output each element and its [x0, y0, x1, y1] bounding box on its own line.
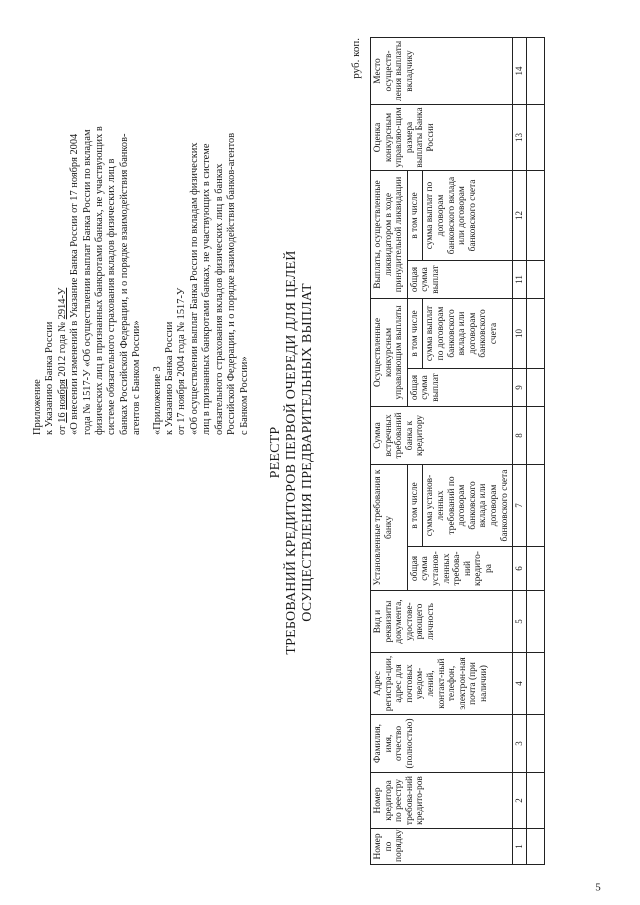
empty-cell — [527, 260, 545, 298]
header-cell: сумма выплат по договорам банковского вклада или договорам банковского счета — [423, 170, 513, 260]
column-number: 8 — [513, 406, 527, 464]
date-month: ноября — [56, 379, 68, 410]
registry-title — [268, 40, 316, 865]
header-group: Выплаты, осуществленные ликвидатором в ходе принудительной ликвидации — [371, 170, 408, 298]
annex-line: банках Российской Федерации, и о порядке взаимодействия банков- — [118, 133, 130, 435]
empty-cell — [527, 715, 545, 773]
column-number: 2 — [513, 773, 527, 829]
page-number: 5 — [595, 881, 601, 894]
empty-cell — [527, 37, 545, 104]
title-line: ТРЕБОВАНИЙ КРЕДИТОРОВ ПЕРВОЙ ОЧЕРЕДИ ДЛЯ ЦЕЛЕЙ — [284, 250, 299, 655]
annex3-line: Российской Федерации, и о порядке взаимодействия банков-агентов — [226, 132, 238, 435]
header-row — [371, 37, 408, 864]
registry-table — [370, 37, 545, 865]
header-group: Осуществленные конкурсным управляющим выплаты — [371, 298, 408, 406]
empty-cell — [527, 298, 545, 368]
date-day: 16 — [56, 412, 68, 423]
empty-data-row — [527, 37, 545, 864]
empty-cell — [527, 368, 545, 406]
column-number: 9 — [513, 368, 527, 406]
column-number: 6 — [513, 547, 527, 591]
currency-units: руб. коп. — [350, 38, 362, 79]
header-cell: Оценка конкурсным управляю-щим размера выплаты Банка России — [371, 104, 513, 170]
annex-line: к Указанию Банка России — [44, 321, 56, 435]
empty-cell — [527, 104, 545, 170]
annex-header — [32, 35, 251, 435]
column-number: 14 — [513, 37, 527, 104]
empty-cell — [527, 773, 545, 829]
column-number: 13 — [513, 104, 527, 170]
empty-cell — [527, 406, 545, 464]
annex-date-line — [57, 35, 69, 435]
date-prefix: от — [56, 422, 68, 435]
column-number-row — [513, 37, 527, 864]
header-cell: Номер кредитора по реестру требова-ний кредито-ров — [371, 773, 513, 829]
annex3-line: «Об осуществлении выплат Банка России по вкладам физических — [188, 142, 200, 435]
column-number: 5 — [513, 591, 527, 653]
empty-cell — [527, 464, 545, 546]
header-cell: сумма установ-ленных требований по договорам банковского вклада или договорам банковского счета — [423, 464, 513, 546]
column-number: 10 — [513, 298, 527, 368]
header-cell: общая сумма выплат — [407, 368, 512, 406]
header-cell: Номер по порядку — [371, 829, 513, 865]
header-cell: Место осуществ-ления выплаты вкладчику — [371, 37, 513, 104]
title-line: ОСУЩЕСТВЛЕНИЯ ПРЕДВАРИТЕЛЬНЫХ ВЫПЛАТ — [300, 283, 315, 622]
annex-line: года № 1517-У «Об осуществлении выплат Банка России по вкладам — [81, 129, 93, 435]
title-line: РЕЕСТР — [268, 426, 283, 479]
annex3-line: «Приложение 3 — [151, 366, 163, 435]
annex-line: физических лиц в признанных банкротами банках, не участвующих в — [94, 126, 106, 435]
header-cell: в том числе — [407, 298, 423, 368]
header-cell: общая сумма установ-ленных требова-ний кредито-ра — [407, 547, 512, 591]
empty-cell — [527, 653, 545, 715]
annex-line: системе обязательного страхования вкладов физических лиц в — [106, 158, 118, 435]
column-number: 7 — [513, 464, 527, 546]
header-cell: в том числе — [407, 170, 423, 260]
column-number: 4 — [513, 653, 527, 715]
header-cell: сумма выплат по договорам банковского вклада или договорам банковского счета — [423, 298, 513, 368]
header-cell: Сумма встречных требований банка к кредитору — [371, 406, 513, 464]
empty-cell — [527, 170, 545, 260]
annex3-line: к Указанию Банка России — [164, 321, 176, 435]
document-number: 2914-У — [56, 287, 68, 320]
annex-line: агентов с Банком России» — [131, 320, 143, 435]
empty-cell — [527, 591, 545, 653]
annex3-line: от 17 ноября 2004 года № 1517-У — [176, 287, 188, 435]
empty-cell — [527, 829, 545, 865]
header-cell: Адрес регистра-ции, адрес для почтовых уведом-лений, контакт-ный телефон, электрон-ная почта (при наличии) — [371, 653, 513, 715]
header-cell: Фамилия, имя, отчество (полностью) — [371, 715, 513, 773]
annex3-line: лиц в признанных банкротами банках, не участвующих в системе — [201, 143, 213, 435]
header-cell: в том числе — [407, 464, 423, 546]
date-mid: 2012 года № — [56, 319, 68, 380]
column-number: 1 — [513, 829, 527, 865]
column-number: 3 — [513, 715, 527, 773]
header-group: Установленные требования к банку — [371, 464, 408, 590]
column-number: 12 — [513, 170, 527, 260]
column-number: 11 — [513, 260, 527, 298]
header-cell: Вид и реквизиты документа, удостове-ряющего личность — [371, 591, 513, 653]
annex3-line: обязательного страхования вкладов физических лиц в банках — [213, 163, 225, 435]
empty-cell — [527, 547, 545, 591]
header-cell: общая сумма выплат — [407, 260, 512, 298]
annex3-line: с Банком России» — [238, 356, 250, 435]
annex-line: «О внесении изменений в Указание Банка России от 17 ноября 2004 — [69, 133, 81, 435]
annex-line: Приложение — [32, 379, 43, 435]
